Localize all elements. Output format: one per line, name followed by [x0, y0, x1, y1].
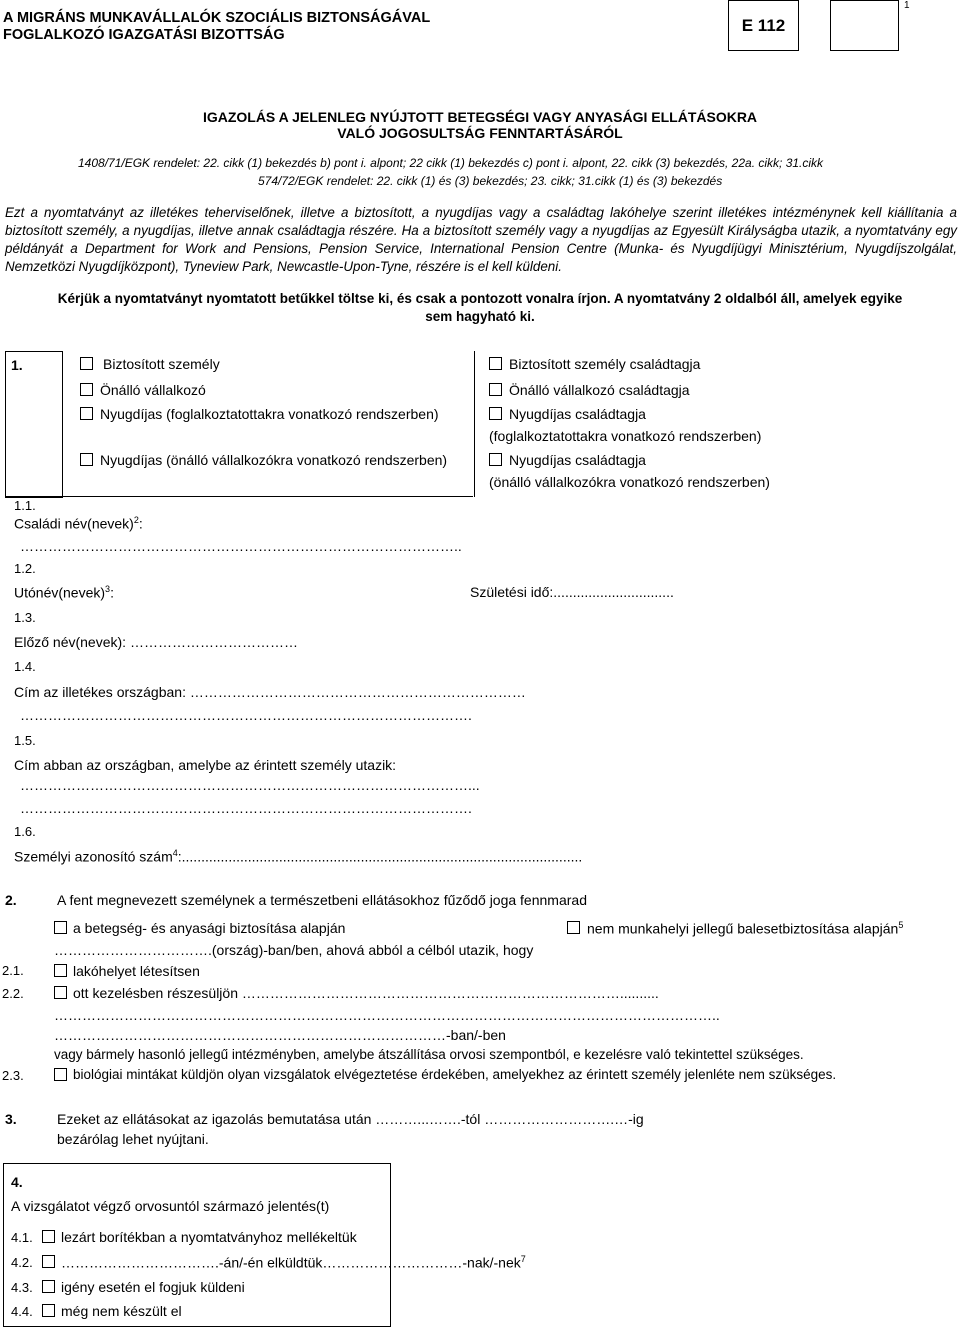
option-pensioner-family-self-employed: Nyugdíjas családtagja [509, 452, 646, 468]
option-pensioner-family-employed-sub: (foglalkoztatottakra vonatkozó rendszerben) [489, 428, 762, 444]
checkbox-insured-family-member[interactable] [489, 357, 502, 370]
option-pensioner-self-employed: Nyugdíjas (önálló vállalkozókra vonatkozó rendszerben) [100, 452, 448, 468]
item-4-3-number: 4.3. [11, 1280, 33, 1295]
option-accident-insurance: nem munkahelyi jellegű balesetbiztosítása alapján$^5$ [587, 920, 904, 937]
option-treatment[interactable]: ott kezelésben részesüljön ……………………………………………………………………….......... [73, 985, 659, 1001]
option-insured-person: Biztosított személy [103, 356, 220, 372]
checkbox-sealed-envelope[interactable] [42, 1230, 55, 1243]
checkbox-self-employed[interactable] [80, 383, 93, 396]
field-1-6-number: 1.6. [14, 824, 36, 839]
checkbox-sent[interactable] [42, 1255, 55, 1268]
field-address-competent-dots[interactable]: ……………………………………………………………………………………. [20, 707, 472, 723]
option-sent[interactable]: …………………………….-án/-én elküldtük…………………………-nak/-nek$^7$ [61, 1254, 526, 1271]
option-pensioner-family-self-employed-sub: (önálló vállalkozókra vonatkozó rendszerben) [489, 474, 770, 490]
checkbox-pensioner-employed[interactable] [80, 407, 93, 420]
form-title-line1: IGAZOLÁS A JELENLEG NYÚJTOTT BETEGSÉGI VAGY ANYASÁGI ELLÁTÁSOKRA [202, 109, 758, 125]
field-1-5-number: 1.5. [14, 733, 36, 748]
field-address-destination-dots1[interactable]: ……………………………………………………………………………………... [20, 777, 480, 793]
checkbox-sickness-insurance[interactable] [54, 921, 67, 934]
field-birth-date[interactable]: Születési idő:............................... [470, 584, 674, 600]
field-personal-id[interactable]: Személyi azonosító szám$^4$:....................................................................................................... [14, 848, 583, 865]
option-on-request: igény esetén el fogjuk küldeni [61, 1279, 245, 1295]
form-code: E 112 [741, 16, 786, 35]
checkbox-pensioner-family-employed[interactable] [489, 407, 502, 420]
issuing-body-line1: A MIGRÁNS MUNKAVÁLLALÓK SZOCIÁLIS BIZTONSÁGÁVAL [3, 10, 431, 26]
item-2-2-number: 2.2. [2, 986, 24, 1001]
page-number: 1 [904, 0, 910, 11]
checkbox-treatment[interactable] [54, 986, 67, 999]
section1-number: 1. [11, 357, 23, 373]
checkbox-not-prepared[interactable] [42, 1304, 55, 1317]
option-biological-samples: biológiai mintákat küldjön olyan vizsgálatok elvégeztetése érdekében, amelyekhez az érintett személy jelenléte nem szükséges. [73, 1067, 837, 1082]
section2-heading: A fent megnevezett személynek a természetbeni ellátásokhoz fűződő joga fennmarad [57, 892, 587, 908]
section4-heading: A vizsgálatot végző orvosuntól származó jelentés(t) [11, 1198, 330, 1214]
instruction-line2: sem hagyható ki. [425, 309, 535, 324]
legal-reference-2: 574/72/EGK rendelet: 22. cikk (1) és (3) bekezdés; 23. cikk; 31.cikk (1) és (3) bekezdés [258, 174, 723, 188]
field-address-competent[interactable]: Cím az illetékes országban: ……………………………………………………………… [14, 684, 526, 700]
item-4-2-number: 4.2. [11, 1255, 33, 1270]
option-self-employed-family-member: Önálló vállalkozó családtagja [509, 382, 690, 398]
option-residence: lakóhelyet létesítsen [73, 963, 200, 979]
checkbox-pensioner-family-self-employed[interactable] [489, 453, 502, 466]
form-title-line2: VALÓ JOGOSULTSÁG FENNTARTÁSÁRÓL [337, 125, 623, 141]
checkbox-biological-samples[interactable] [54, 1068, 67, 1081]
section1-divider [5, 496, 473, 497]
checkbox-insured-person[interactable] [80, 357, 93, 370]
field-previous-name[interactable]: Előző név(nevek): ……………………………… [14, 634, 298, 650]
checkbox-residence[interactable] [54, 964, 67, 977]
field-1-1-number: 1.1. [14, 498, 36, 513]
form-code-box [728, 0, 799, 51]
destination-country-line[interactable]: …………………………….(ország)-ban/ben, ahová abból a célból utazik, hogy [54, 942, 534, 958]
item-4-1-number: 4.1. [11, 1230, 33, 1245]
item-2-3-number: 2.3. [2, 1068, 24, 1083]
option-self-employed: Önálló vállalkozó [100, 382, 206, 398]
option-pensioner-employed: Nyugdíjas (foglalkoztatottakra vonatkozó rendszerben) [100, 406, 439, 422]
field-1-2-number: 1.2. [14, 561, 36, 576]
page-number-box [830, 0, 899, 51]
field-family-name-label: Családi név(nevek)$^2$: [14, 515, 143, 532]
section3-number: 3. [5, 1111, 17, 1127]
section3-line2: bezárólag lehet nyújtani. [57, 1131, 209, 1147]
treatment-institution-note: vagy bármely hasonló jellegű intézményben, amelybe átszállítása orvosi szempontból, e kezelésre való tekintettel szükséges. [54, 1047, 804, 1062]
section3-validity-period[interactable]: Ezeket az ellátásokat az igazolás bemutatása után ………...…….-tól ……………………….…-ig [57, 1111, 644, 1127]
option-insured-family-member: Biztosított személy családtagja [509, 356, 701, 372]
option-sealed-envelope: lezárt borítékban a nyomtatványhoz mellékeltük [61, 1229, 357, 1245]
checkbox-self-employed-family-member[interactable] [489, 383, 502, 396]
field-1-4-number: 1.4. [14, 659, 36, 674]
legal-reference-1: 1408/71/EGK rendelet: 22. cikk (1) bekezdés b) pont i. alpont; 22 cikk (1) bekezdés c) pont i. alpont, 22. cikk (3) bekezdés, 22a. cikk; 31.cikk [78, 156, 824, 170]
checkbox-pensioner-self-employed[interactable] [80, 453, 93, 466]
section2-number: 2. [5, 892, 17, 908]
field-family-name-dots[interactable]: ………………………………………………………………………………….. [20, 538, 462, 554]
treatment-dots-1[interactable]: …………………………………………………………………………………………………………………………….. [54, 1007, 720, 1023]
item-4-4-number: 4.4. [11, 1304, 33, 1319]
checkbox-accident-insurance[interactable] [567, 921, 580, 934]
section1-number-box [5, 351, 63, 498]
instruction-line1: Kérjük a nyomtatványt nyomtatott betűkkel töltse ki, és csak a pontozott vonalra írjon. A nyomtatvány 2 oldalból áll, amelyek egyike [57, 291, 903, 306]
issuing-body-line2: FOGLALKOZÓ IGAZGATÁSI BIZOTTSÁG [3, 27, 285, 43]
checkbox-on-request[interactable] [42, 1280, 55, 1293]
item-2-1-number: 2.1. [2, 963, 24, 978]
field-1-3-number: 1.3. [14, 610, 36, 625]
treatment-dots-2[interactable]: …………………………………………………………………………-ban/-ben [54, 1027, 506, 1043]
option-not-prepared: még nem készült el [61, 1303, 182, 1319]
option-sickness-insurance: a betegség- és anyasági biztosítása alapján [73, 920, 346, 936]
section4-number: 4. [11, 1174, 23, 1190]
field-first-name-label[interactable]: Utónév(nevek)$^3$: [14, 584, 114, 601]
field-address-destination-label: Cím abban az országban, amelybe az érintett személy utazik: [14, 757, 397, 773]
intro-paragraph: Ezt a nyomtatványt az illetékes teherviselőnek, illetve a biztosított, a nyugdíjas vagy a családtag lakóhelye szerint illetékes intézménynek kell kiállítania a biztosított személy, a nyugdíjas, illetve annak családtagja részére. Ha a biztosított személy vagy a nyugdíjas az Egyesült Királyságba utazik, a nyomtatvány egy példányát a Department for Work and Pensions, Pension Service, International Pension Centre (Munka- és Nyugdíjügyi Minisztérium, Nyugdíjszolgálat, Nemzetközi Nyugdíjközpont), Tyneview Park, Newcastle-Upon-Tyne, részére is el kell küldeni. [5, 205, 957, 274]
section1-vertical-rule [474, 351, 475, 497]
field-address-destination-dots2[interactable]: ……………………………………………………………………………………. [20, 800, 472, 816]
option-pensioner-family-employed: Nyugdíjas családtagja [509, 406, 646, 422]
